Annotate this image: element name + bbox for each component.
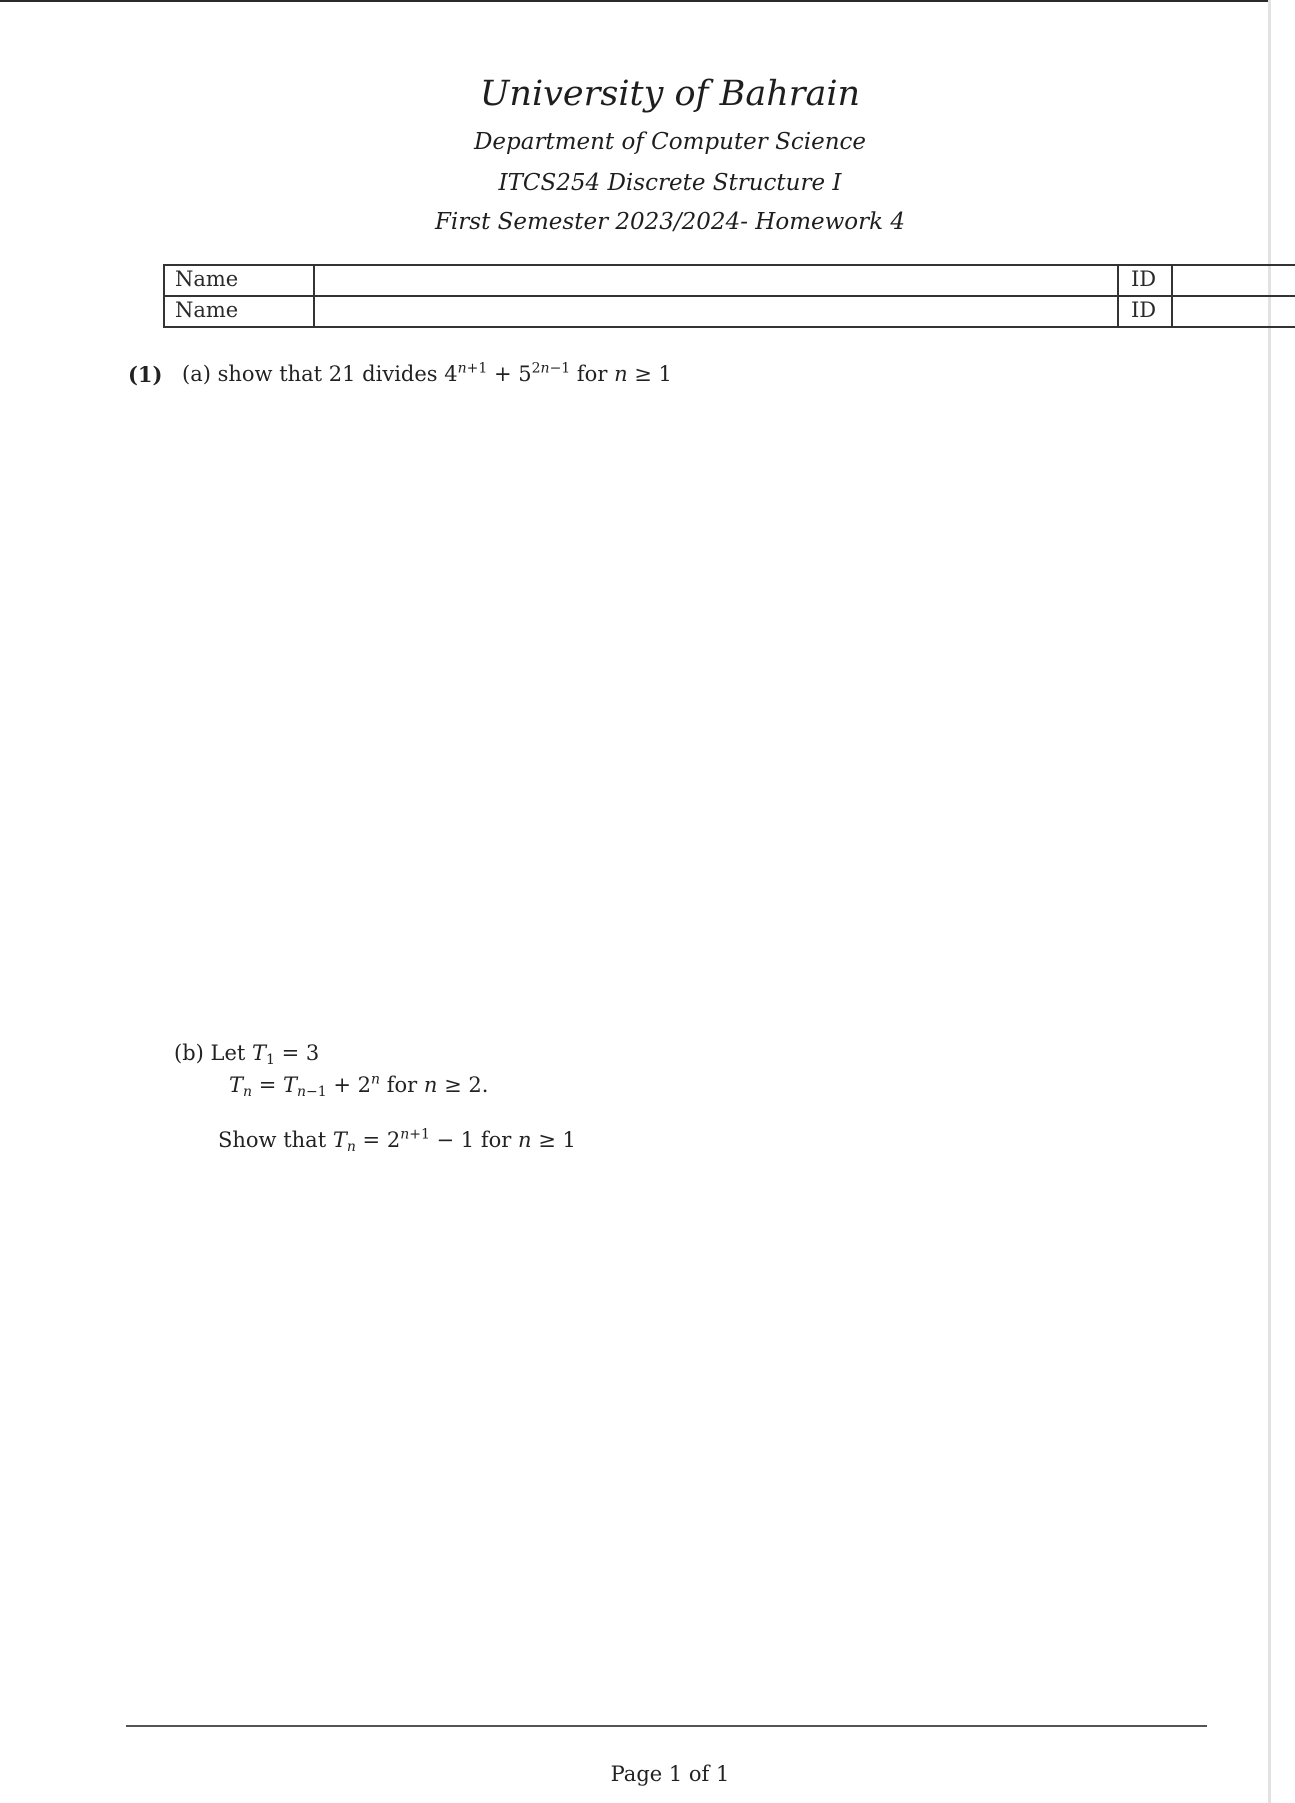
question-number: (1) xyxy=(128,362,163,387)
question-1b-line1 xyxy=(174,1041,320,1069)
name-label: Name xyxy=(163,295,315,328)
id-field[interactable] xyxy=(1171,295,1295,328)
part-b-label: (b) xyxy=(174,1041,204,1065)
id-label: ID xyxy=(1117,295,1173,328)
closed-form-condition: n ≥ 1 xyxy=(518,1128,576,1152)
part-a-for: for xyxy=(576,362,608,386)
initial-condition: $T_1 = 3$ xyxy=(252,1041,320,1069)
recurrence-formula: $T_n = T_{n-1} + 2^n$ xyxy=(229,1071,381,1101)
part-a-label: (a) xyxy=(182,362,211,386)
name-field[interactable] xyxy=(313,295,1119,328)
recurrence-for: for xyxy=(386,1073,418,1097)
part-a-expression: $4^{n+1} + 5^{2n-1}$ xyxy=(444,360,571,386)
top-border xyxy=(0,0,1268,2)
question-1b-show xyxy=(218,1126,576,1156)
name-field[interactable] xyxy=(313,264,1119,297)
course-title: ITCS254 Discrete Structure I xyxy=(498,170,842,196)
question-1a xyxy=(182,362,672,386)
page-number: Page 1 of 1 xyxy=(610,1762,730,1786)
part-b-show: Show that xyxy=(218,1128,327,1152)
question-1b-recurrence xyxy=(229,1071,489,1101)
university-title: University of Bahrain xyxy=(479,74,861,114)
closed-form-for: for xyxy=(480,1128,512,1152)
department-title: Department of Computer Science xyxy=(473,129,867,155)
recurrence-condition: n ≥ 2. xyxy=(423,1073,489,1097)
student-info-table xyxy=(163,264,1219,326)
part-a-condition: n ≥ 1 xyxy=(614,362,672,386)
id-label: ID xyxy=(1117,264,1173,297)
id-field[interactable] xyxy=(1171,264,1295,297)
footer-rule xyxy=(126,1725,1207,1727)
part-b-let: Let xyxy=(210,1041,246,1065)
semester-title: First Semester 2023/2024- Homework 4 xyxy=(434,209,906,235)
closed-form: $T_n = 2^{n+1} - 1$ xyxy=(332,1126,475,1156)
part-a-text: show that 21 divides xyxy=(217,362,438,386)
name-label: Name xyxy=(163,264,315,297)
